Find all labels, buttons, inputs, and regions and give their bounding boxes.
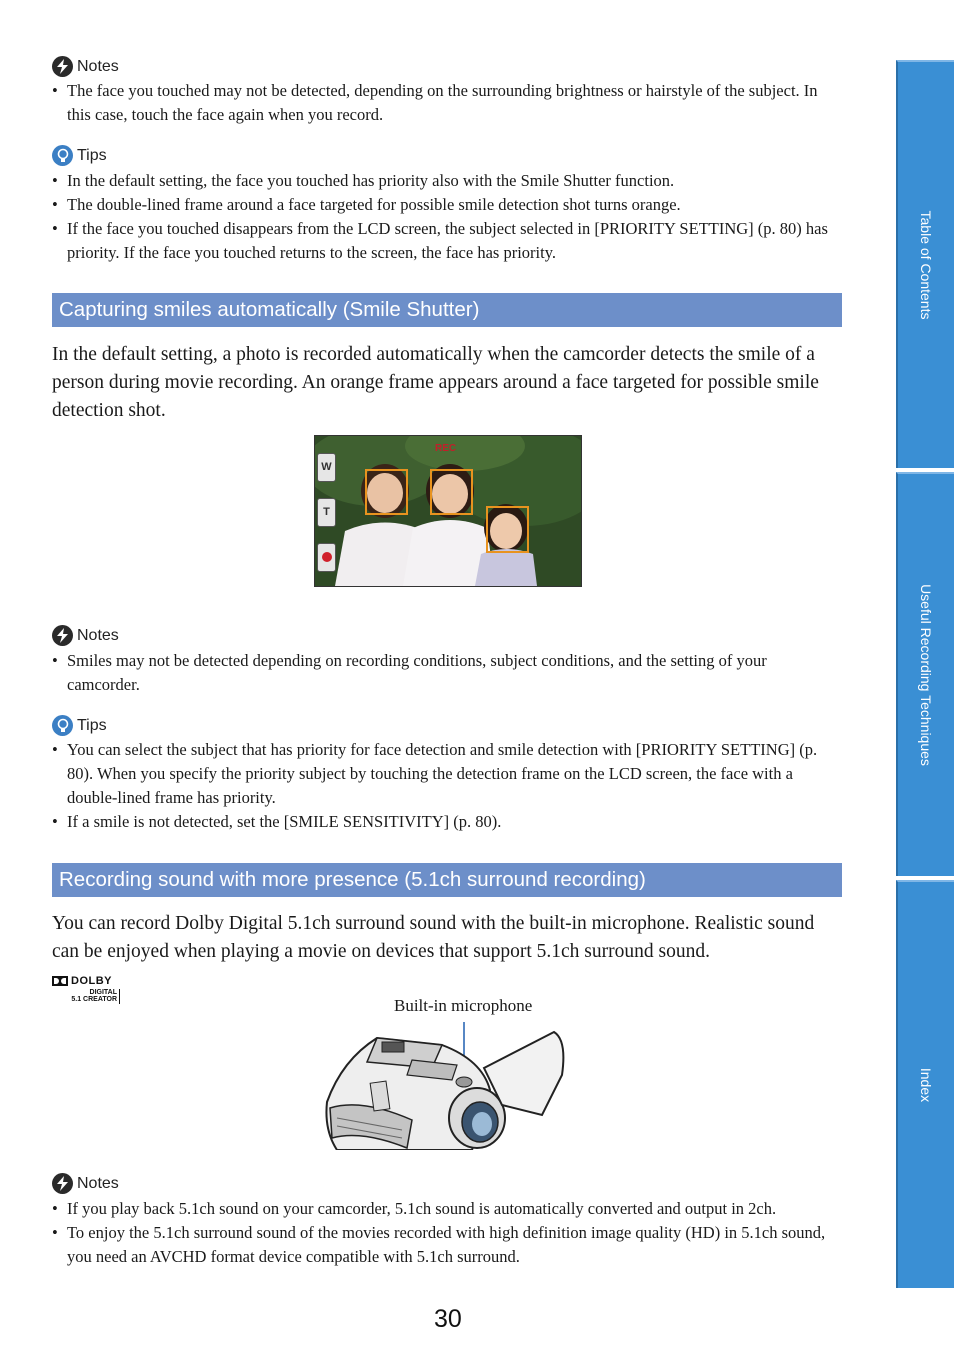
list-item: • You can select the subject that has priority for face detection and smile detection with [PRIORITY SETTING] (p. 80). When you specify the priority subject by touching the detection frame on the LCD screen, the face with a double-lined frame has priority.	[52, 738, 832, 810]
notes-header-1	[52, 56, 119, 77]
face-detection-frame[interactable]	[430, 469, 473, 515]
notes-list-3	[52, 1197, 832, 1269]
notes-header-2	[52, 625, 119, 646]
section-title-smile-shutter: Capturing smiles automatically (Smile Shutter)	[52, 293, 842, 327]
tab-index-label: Index	[918, 1067, 934, 1103]
dolby-logo-text: DOLBY	[71, 975, 112, 987]
tips-list-2	[52, 738, 832, 834]
mic-callout-label: Built-in microphone	[394, 996, 533, 1015]
list-item: • Smiles may not be detected depending on recording conditions, subject conditions, and the setting of your camcorder.	[52, 649, 832, 697]
tab-useful-recording-techniques[interactable]	[896, 472, 954, 876]
notes-icon	[52, 1173, 73, 1194]
lightbulb-icon	[52, 145, 73, 166]
rec-indicator: REC	[435, 443, 457, 454]
notes-label: Notes	[77, 1174, 119, 1192]
tips-label: Tips	[77, 146, 107, 164]
dolby-logo-digital: DIGITAL	[52, 989, 120, 996]
tips-list-1	[52, 169, 832, 265]
notes-label: Notes	[77, 626, 119, 644]
record-icon	[322, 552, 332, 562]
list-item: • To enjoy the 5.1ch surround sound of the movies recorded with high definition image quality (HD) in 5.1ch sound, you need an AVCHD format device compatible with 5.1ch surround.	[52, 1221, 832, 1269]
tips-header-2	[52, 715, 107, 736]
section-body-smile-shutter: In the default setting, a photo is recorded automatically when the camcorder detects the smile of a person during movie recording. An orange frame appears around a face targeted for possible smile detection shot.	[52, 344, 819, 421]
zoom-tele-button[interactable]: T	[317, 498, 336, 527]
notes-label: Notes	[77, 57, 119, 75]
list-item: • If you play back 5.1ch sound on your camcorder, 5.1ch sound is automatically converted and output in 2ch.	[52, 1197, 832, 1221]
lightbulb-icon	[52, 715, 73, 736]
face-detection-frame[interactable]	[486, 506, 529, 553]
section-title-surround-recording: Recording sound with more presence (5.1ch surround recording)	[52, 863, 842, 897]
record-button[interactable]	[317, 543, 336, 572]
page-number: 30	[434, 1305, 462, 1333]
list-item: • In the default setting, the face you touched has priority also with the Smile Shutter function.	[52, 169, 832, 193]
list-item: • The face you touched may not be detected, depending on the surrounding brightness or hairstyle of the subject. In this case, touch the face again when you record.	[52, 79, 832, 127]
dolby-logo	[52, 975, 120, 1007]
list-item: • The double-lined frame around a face targeted for possible smile detection shot turns orange.	[52, 193, 832, 217]
camcorder-illustration	[322, 1020, 572, 1150]
tips-label: Tips	[77, 716, 107, 734]
tab-table-of-contents-label: Table of Contents	[918, 210, 934, 320]
tips-header-1	[52, 145, 107, 166]
lcd-screen-photo	[314, 435, 582, 587]
tab-useful-recording-techniques-label: Useful Recording Techniques	[918, 584, 934, 766]
zoom-wide-button[interactable]: W	[317, 453, 336, 482]
list-item: • If the face you touched disappears from the LCD screen, the subject selected in [PRIORITY SETTING] (p. 80) has priority. If the face you touched returns to the screen, the face has priority.	[52, 217, 832, 265]
face-detection-frame[interactable]	[365, 469, 408, 515]
notes-icon	[52, 625, 73, 646]
notes-icon	[52, 56, 73, 77]
dolby-logo-creator: 5.1 CREATOR	[52, 996, 120, 1004]
notes-header-3	[52, 1173, 119, 1194]
notes-list-2	[52, 649, 832, 697]
dolby-double-d-icon	[52, 976, 68, 986]
notes-list-1	[52, 79, 832, 127]
list-item: • If a smile is not detected, set the [SMILE SENSITIVITY] (p. 80).	[52, 810, 832, 834]
tab-table-of-contents[interactable]	[896, 60, 954, 468]
section-body-surround-recording: You can record Dolby Digital 5.1ch surround sound with the built-in microphone. Realistic sound can be enjoyed when playing a movie on devices that support 5.1ch surround sound.	[52, 913, 815, 962]
tab-index[interactable]	[896, 880, 954, 1288]
